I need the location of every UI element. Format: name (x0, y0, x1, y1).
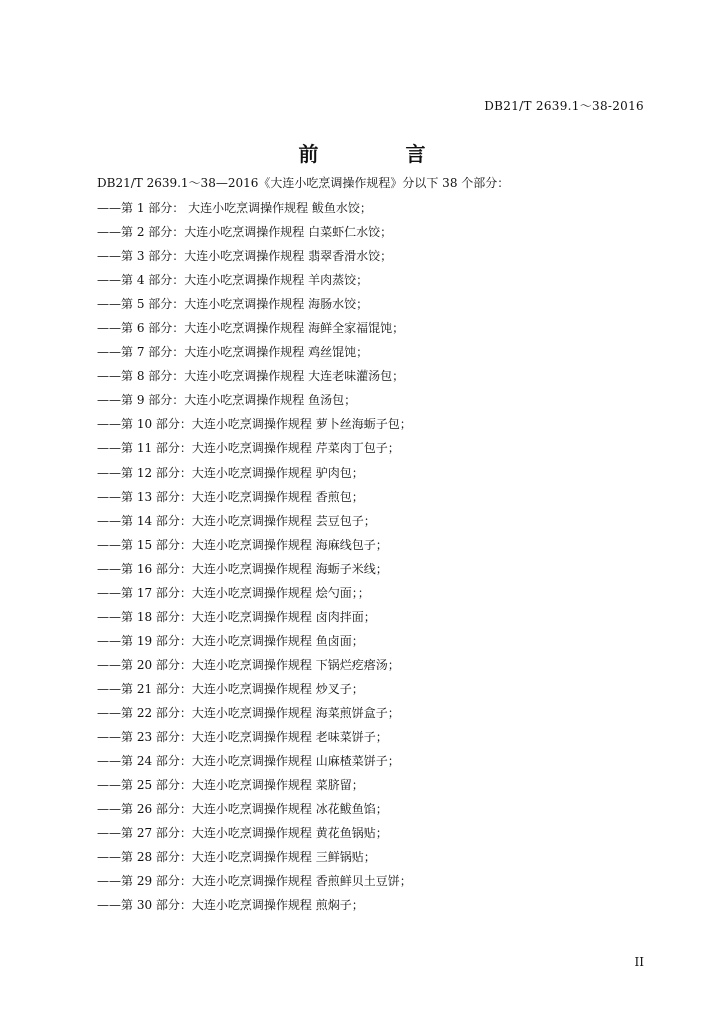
part-item: ——第 20 部分：大连小吃烹调操作规程 下锅烂疙瘩汤； (97, 657, 400, 672)
part-item: ——第 14 部分：大连小吃烹调操作规程 芸豆包子； (97, 513, 376, 528)
part-item: ——第 7 部分：大连小吃烹调操作规程 鸡丝馄饨； (97, 345, 369, 360)
part-item: ——第 15 部分：大连小吃烹调操作规程 海麻线包子； (97, 537, 388, 552)
page-title: 前 言 (298, 142, 466, 166)
page-number: II (634, 955, 644, 969)
standard-code: DB21/T 2639.1～38-2016 (484, 99, 644, 113)
part-item: ——第 28 部分：大连小吃烹调操作规程 三鲜锅贴； (97, 850, 376, 865)
part-item: ——第 1 部分： 大连小吃烹调操作规程 鲅鱼水饺； (97, 201, 372, 215)
part-item: ——第 23 部分：大连小吃烹调操作规程 老味菜饼子； (97, 730, 388, 745)
part-item: ——第 19 部分：大连小吃烹调操作规程 鱼卤面； (97, 633, 364, 648)
part-item: ——第 5 部分：大连小吃烹调操作规程 海肠水饺； (97, 297, 369, 312)
part-item: ——第 27 部分：大连小吃烹调操作规程 黄花鱼锅贴； (97, 826, 388, 841)
part-item: ——第 22 部分：大连小吃烹调操作规程 海菜煎饼盒子； (97, 705, 400, 720)
part-item: ——第 8 部分：大连小吃烹调操作规程 大连老味灌汤包； (97, 369, 405, 384)
part-item: ——第 18 部分：大连小吃烹调操作规程 卤肉拌面； (97, 609, 376, 624)
part-item: ——第 21 部分：大连小吃烹调操作规程 炒叉子； (97, 681, 364, 696)
part-item: ——第 26 部分：大连小吃烹调操作规程 冰花鲅鱼馅； (97, 802, 388, 817)
part-item: ——第 29 部分：大连小吃烹调操作规程 香煎鲜贝土豆饼； (97, 874, 412, 889)
part-item: ——第 17 部分：大连小吃烹调操作规程 烩勺面；； (97, 585, 370, 600)
part-item: ——第 4 部分：大连小吃烹调操作规程 羊肉蒸饺； (97, 273, 369, 288)
part-item: ——第 10 部分：大连小吃烹调操作规程 萝卜丝海蛎子包； (97, 417, 412, 432)
part-item: ——第 3 部分：大连小吃烹调操作规程 翡翠香滑水饺； (97, 249, 393, 264)
part-item: ——第 24 部分：大连小吃烹调操作规程 山麻楂菜饼子； (97, 754, 400, 769)
part-item: ——第 12 部分：大连小吃烹调操作规程 驴肉包； (97, 465, 364, 480)
part-item: ——第 9 部分：大连小吃烹调操作规程 鱼汤包； (97, 393, 357, 408)
intro-paragraph: DB21/T 2639.1～38—2016《大连小吃烹调操作规程》分以下 38 个部分： (97, 176, 510, 190)
part-item: ——第 30 部分：大连小吃烹调操作规程 煎焖子； (97, 898, 364, 913)
part-item: ——第 13 部分：大连小吃烹调操作规程 香煎包； (97, 489, 364, 504)
part-item: ——第 6 部分：大连小吃烹调操作规程 海鲜全家福馄饨； (97, 321, 405, 336)
part-item: ——第 11 部分：大连小吃烹调操作规程 芹菜肉丁包子； (97, 441, 400, 456)
parts-list (97, 198, 412, 919)
part-item: ——第 16 部分：大连小吃烹调操作规程 海蛎子米线； (97, 561, 388, 576)
part-item: ——第 2 部分：大连小吃烹调操作规程 白菜虾仁水饺； (97, 225, 393, 240)
part-item: ——第 25 部分：大连小吃烹调操作规程 菜脐留； (97, 778, 364, 793)
